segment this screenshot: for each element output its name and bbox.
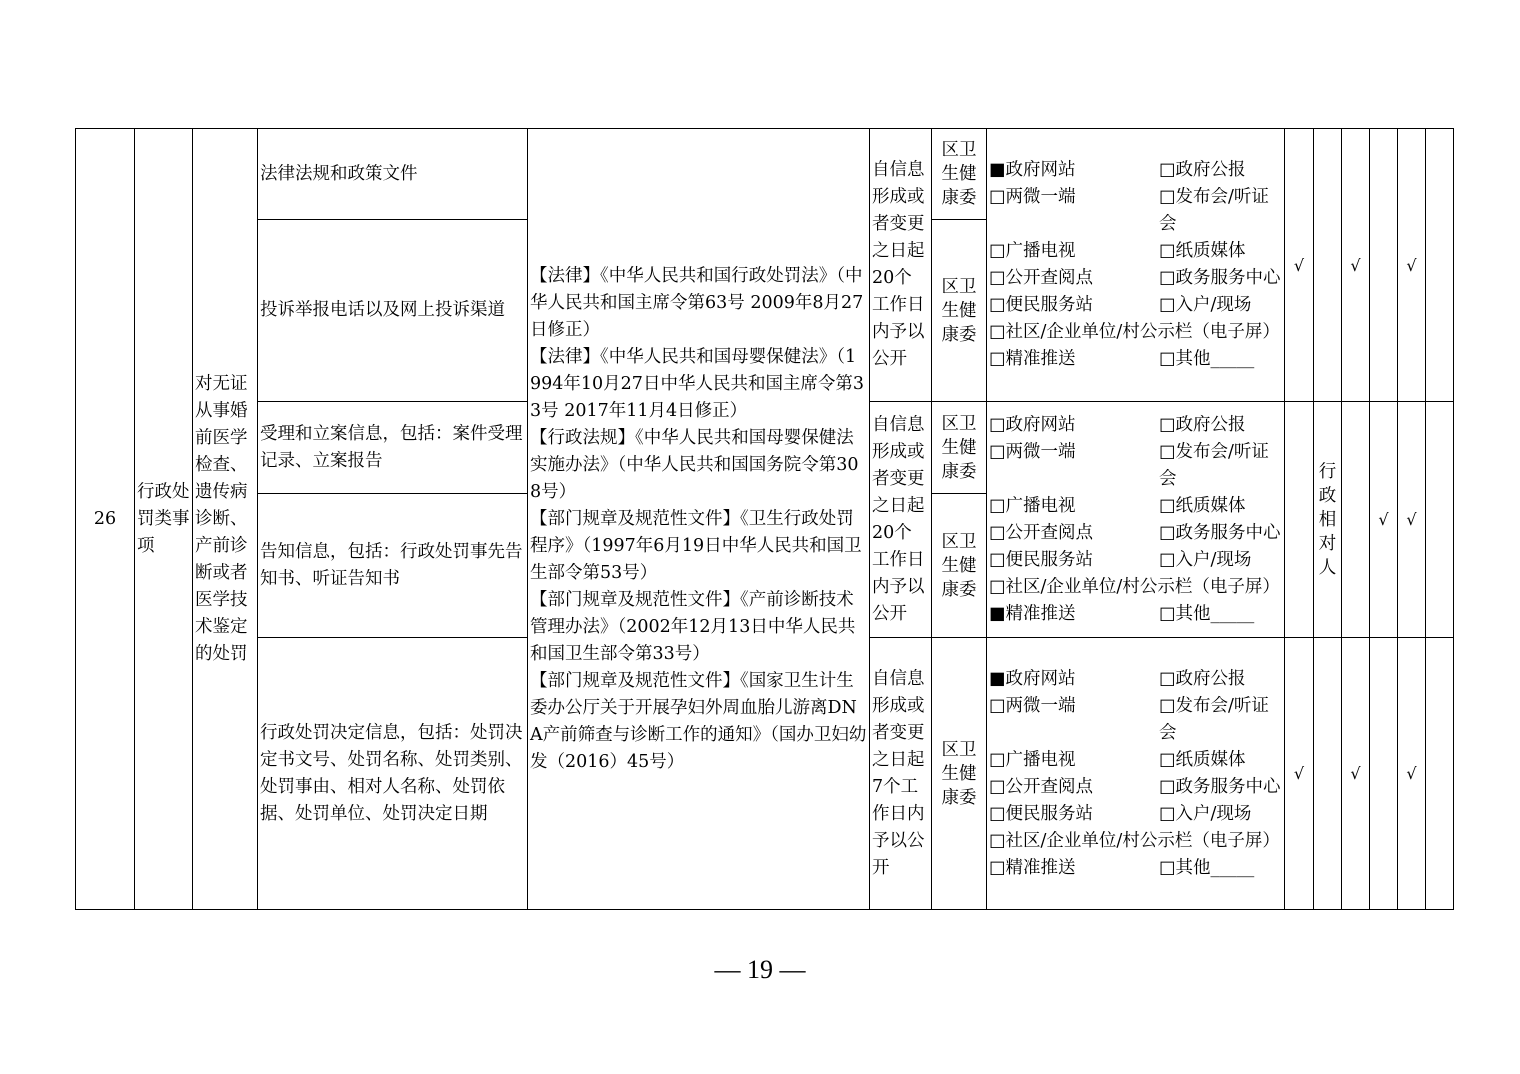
disclosure-content-decision: 行政处罚决定信息，包括：处罚决定书文号、处罚名称、处罚类别、处罚事由、相对人名称、处罚依据、处罚单位、处罚决定日期 <box>258 638 528 910</box>
mark-cell: √ <box>1370 402 1398 638</box>
channel-two-micro: □两微一端 <box>989 695 1076 716</box>
channel-other: □其他_____ <box>1159 857 1255 878</box>
mark-cell <box>1426 129 1454 402</box>
mark-cell <box>1426 402 1454 638</box>
channel-broadcast: □广播电视 <box>989 495 1076 516</box>
channel-broadcast: □广播电视 <box>989 241 1076 261</box>
channel-service: □政务服务中心 <box>1159 268 1281 288</box>
channel-board: □社区/企业单位/村公示栏（电子屏） <box>989 830 1280 851</box>
mark-cell <box>1370 638 1398 910</box>
mark-cell: √ <box>1342 129 1370 402</box>
row-number: 26 <box>76 129 135 910</box>
channel-station: □便民服务站 <box>989 549 1094 570</box>
time-limit-2: 自信息形成或者变更之日起20个工作日内予以公开 <box>870 402 932 638</box>
mark-cell: √ <box>1398 129 1426 402</box>
channel-two-micro: □两微一端 <box>989 187 1076 207</box>
basis-item: 【部门规章及规范性文件】《产前诊断技术管理办法》（2002年12月13日中华人民共和国卫生部令第33号） <box>530 589 856 664</box>
channel-hearing: □发布会/听证会 <box>1159 441 1269 489</box>
subject-2b: 区卫生健康委 <box>932 494 987 638</box>
mark-cell: √ <box>1342 638 1370 910</box>
channel-reading: □公开查阅点 <box>989 522 1094 543</box>
channel-gazette: □政府公报 <box>1159 668 1246 689</box>
channel-station: □便民服务站 <box>989 803 1094 824</box>
channel-push: ■精准推送 <box>989 603 1076 624</box>
channel-station: □便民服务站 <box>989 295 1094 315</box>
mark-cell <box>1314 638 1342 910</box>
basis-item: 【部门规章及规范性文件】《卫生行政处罚程序》（1997年6月19日中华人民共和国卫生部令第53号） <box>530 508 862 583</box>
channel-visit: □入户/现场 <box>1159 803 1252 824</box>
channels-group-1 <box>987 129 1285 402</box>
basis-item: 【法律】《中华人民共和国行政处罚法》（中华人民共和国主席令第63号 2009年8月27日修正） <box>530 265 864 340</box>
disclosure-table <box>75 128 1454 910</box>
subject-2a: 区卫生健康委 <box>932 402 987 494</box>
channel-other: □其他_____ <box>1159 603 1255 624</box>
channel-push: □精准推送 <box>989 349 1076 369</box>
mark-cell <box>1314 129 1342 402</box>
disclosure-content-complaint: 投诉举报电话以及网上投诉渠道 <box>258 220 528 402</box>
mark-cell: √ <box>1285 638 1314 910</box>
channel-reading: □公开查阅点 <box>989 268 1094 288</box>
channel-paper: □纸质媒体 <box>1159 749 1246 770</box>
channel-reading: □公开查阅点 <box>989 776 1094 797</box>
basis-item: 【法律】《中华人民共和国母婴保健法》（1994年10月27日中华人民共和国主席令第33号 2017年11月4日修正） <box>530 346 865 421</box>
time-limit-3: 自信息形成或者变更之日起7个工作日内予以公开 <box>870 638 932 910</box>
subject-3: 区卫生健康委 <box>932 638 987 910</box>
disclosure-content-notice: 告知信息，包括：行政处罚事先告知书、听证告知书 <box>258 494 528 638</box>
mark-cell <box>1285 402 1314 638</box>
channel-other: □其他_____ <box>1159 349 1255 369</box>
channel-broadcast: □广播电视 <box>989 749 1076 770</box>
mark-cell <box>1426 638 1454 910</box>
channel-service: □政务服务中心 <box>1159 776 1281 797</box>
channel-gazette: □政府公报 <box>1159 414 1246 435</box>
mark-cell: √ <box>1285 129 1314 402</box>
mark-cell <box>1342 402 1370 638</box>
mark-cell: √ <box>1398 402 1426 638</box>
disclosure-content-acceptance: 受理和立案信息，包括：案件受理记录、立案报告 <box>258 402 528 494</box>
mark-cell: √ <box>1398 638 1426 910</box>
channel-board: □社区/企业单位/村公示栏（电子屏） <box>989 322 1280 342</box>
mark-cell <box>1370 129 1398 402</box>
subject-1a: 区卫生健康委 <box>932 129 987 220</box>
channel-paper: □纸质媒体 <box>1159 495 1246 516</box>
matter-name: 对无证从事婚前医学检查、遗传病诊断、产前诊断或者医学技术鉴定的处罚 <box>193 129 258 910</box>
time-limit-1: 自信息形成或者变更之日起20个工作日内予以公开 <box>870 129 932 402</box>
channel-gov-site: □政府网站 <box>989 414 1076 435</box>
disclosure-basis <box>528 129 870 910</box>
basis-item: 【部门规章及规范性文件】《国家卫生计生委办公厅关于开展孕妇外周血胎儿游离DNA产前筛查与诊断工作的通知》（国办卫妇幼发（2016）45号） <box>530 670 867 772</box>
channel-hearing: □发布会/听证会 <box>1159 187 1269 234</box>
channel-gov-site: ■政府网站 <box>989 160 1076 180</box>
channel-hearing: □发布会/听证会 <box>1159 695 1269 743</box>
subject-1b: 区卫生健康委 <box>932 220 987 402</box>
channel-push: □精准推送 <box>989 857 1076 878</box>
channel-paper: □纸质媒体 <box>1159 241 1246 261</box>
channel-gov-site: ■政府网站 <box>989 668 1076 689</box>
channels-group-3 <box>987 638 1285 910</box>
channel-visit: □入户/现场 <box>1159 549 1252 570</box>
channel-service: □政务服务中心 <box>1159 522 1281 543</box>
specific-scope: 行政相对人 <box>1314 402 1342 638</box>
matter-category: 行政处罚类事项 <box>135 129 193 910</box>
channel-visit: □入户/现场 <box>1159 295 1252 315</box>
disclosure-content-laws: 法律法规和政策文件 <box>258 129 528 220</box>
channel-gazette: □政府公报 <box>1159 160 1246 180</box>
basis-item: 【行政法规】《中华人民共和国母婴保健法实施办法》（中华人民共和国国务院令第308号） <box>530 427 859 502</box>
channel-two-micro: □两微一端 <box>989 441 1076 462</box>
channel-board: □社区/企业单位/村公示栏（电子屏） <box>989 576 1280 597</box>
channels-group-2 <box>987 402 1285 638</box>
page-number: — 19 — <box>714 955 806 984</box>
